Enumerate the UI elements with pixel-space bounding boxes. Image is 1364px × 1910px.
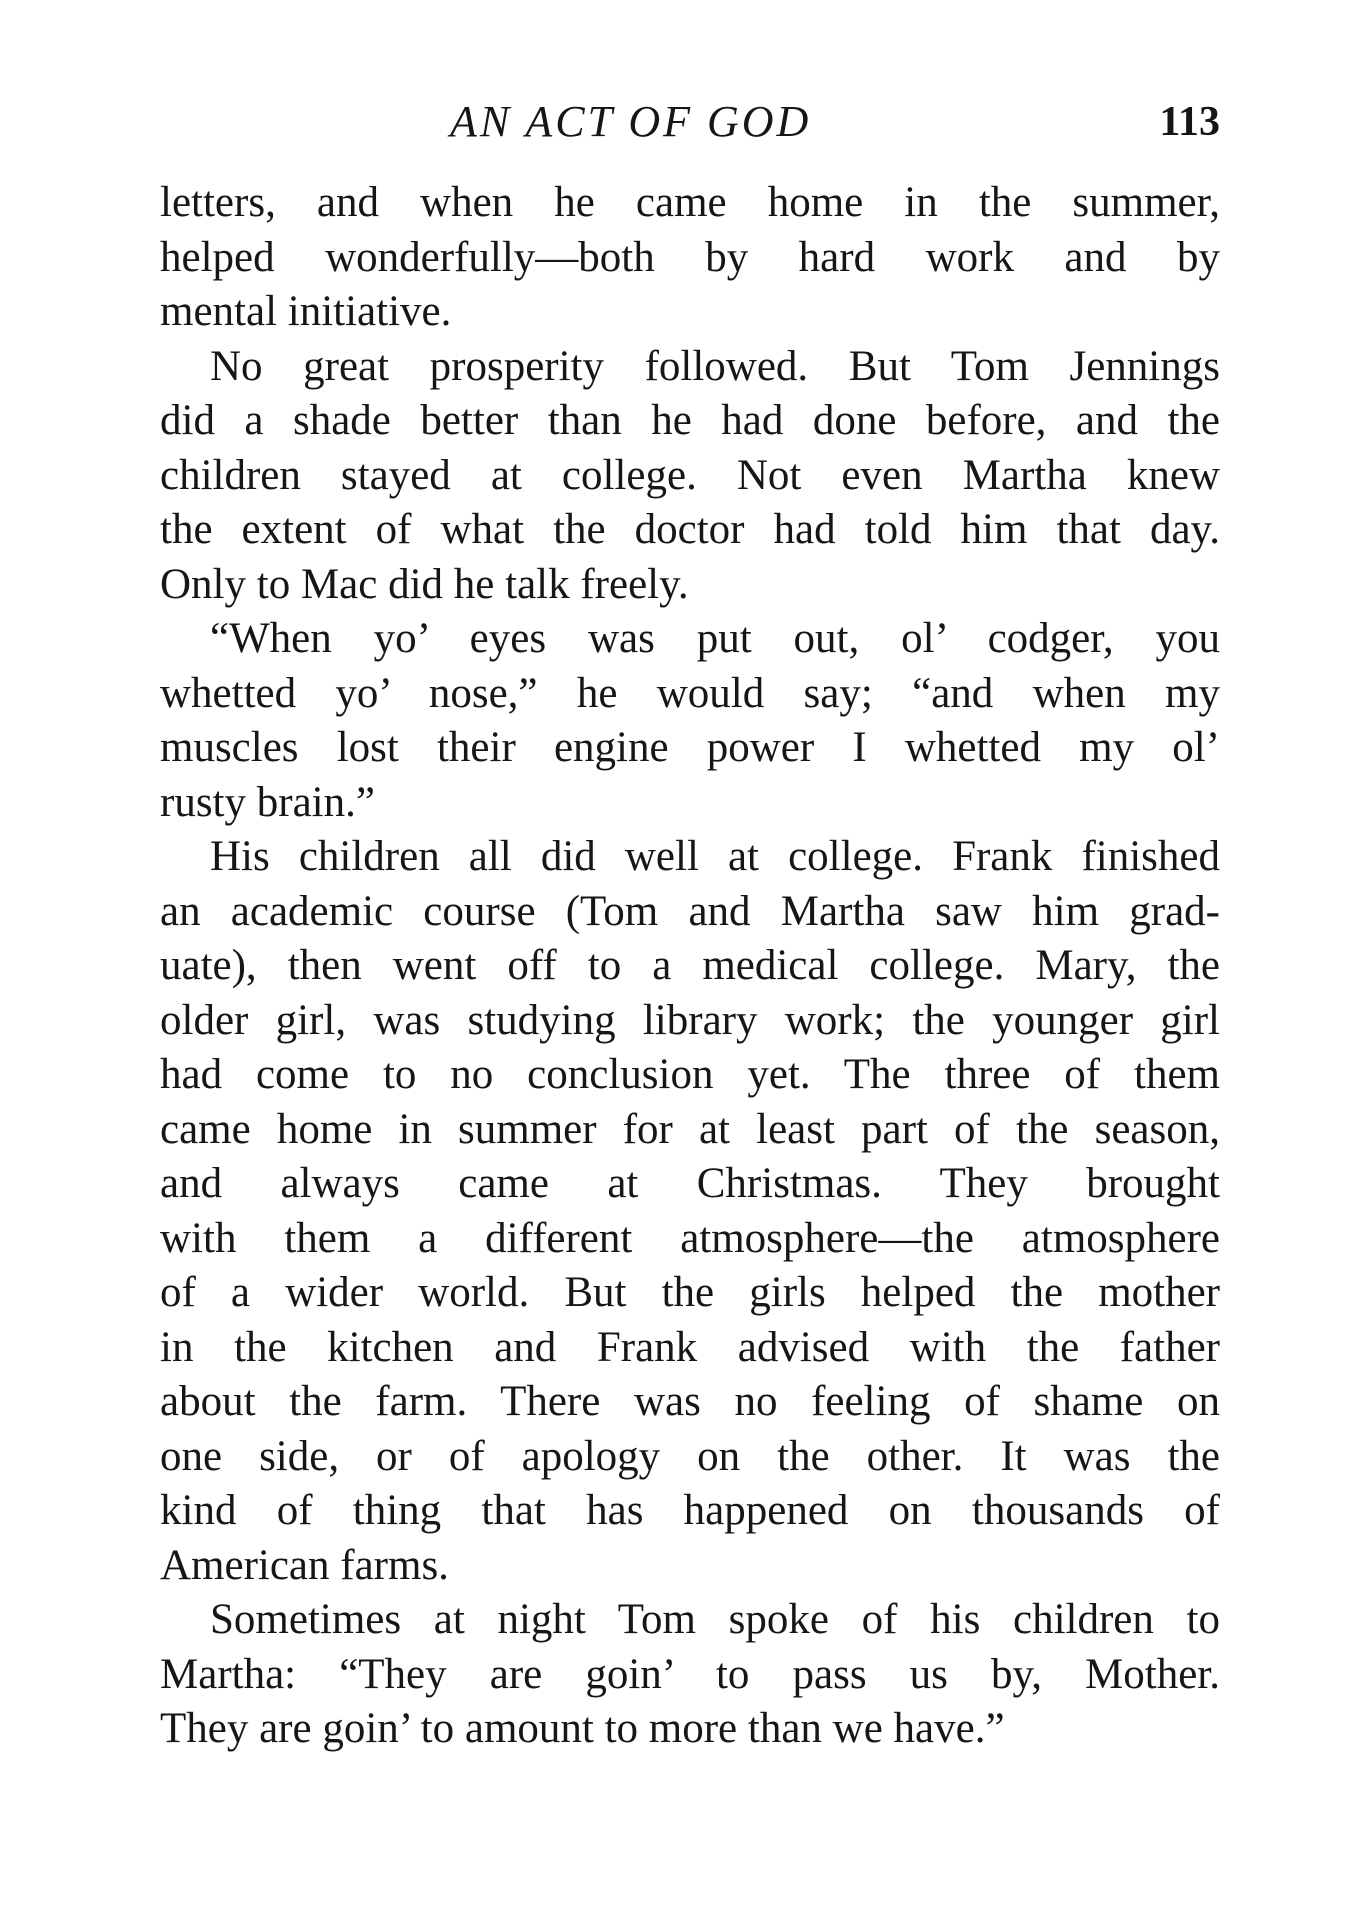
text-line: of a wider world. But the girls helped the mother <box>160 1269 1220 1316</box>
text-line: about the farm. There was no feeling of shame on <box>160 1378 1220 1425</box>
text-line: muscles lost their engine power I whetted my ol’ <box>160 724 1220 771</box>
text-line: with them a different atmosphere—the atmosphere <box>160 1214 1220 1262</box>
text-line: rusty brain.” <box>160 778 375 826</box>
text-line: letters, and when he came home in the summer, <box>160 179 1220 226</box>
text-line: and always came at Christmas. They brought <box>160 1160 1220 1207</box>
running-title: AN ACT OF GOD <box>450 97 812 146</box>
text-line: had come to no conclusion yet. The three of them <box>160 1051 1220 1098</box>
text-line: whetted yo’ nose,” he would say; “and when my <box>160 669 1220 717</box>
text-line: Sometimes at night Tom spoke of his children to <box>210 1596 1220 1643</box>
text-line: Only to Mac did he talk freely. <box>160 560 689 608</box>
text-line: children stayed at college. Not even Martha knew <box>160 451 1220 499</box>
text-line: “When yo’ eyes was put out, ol’ codger, you <box>210 615 1220 662</box>
text-line: helped wonderfully—both by hard work and by <box>160 233 1220 281</box>
running-head <box>160 92 1220 152</box>
text-line: one side, or of apology on the other. It was the <box>160 1432 1220 1480</box>
text-line: came home in summer for at least part of the season, <box>160 1105 1220 1153</box>
text-line: kind of thing that has happened on thousands of <box>160 1487 1220 1534</box>
text-line: American farms. <box>160 1541 449 1589</box>
text-line: older girl, was studying library work; the younger girl <box>160 996 1220 1044</box>
text-line: the extent of what the doctor had told him that day. <box>160 506 1220 553</box>
text-line: uate), then went off to a medical college. Mary, the <box>160 942 1220 989</box>
text-line: No great prosperity followed. But Tom Jennings <box>210 342 1220 390</box>
text-line: They are goin’ to amount to more than we have.” <box>160 1705 1005 1752</box>
page-number: 113 <box>1159 99 1220 145</box>
text-line: in the kitchen and Frank advised with the father <box>160 1323 1220 1371</box>
text-line: mental initiative. <box>160 288 452 335</box>
text-line: did a shade better than he had done before, and the <box>160 397 1220 444</box>
text-line: Martha: “They are goin’ to pass us by, Mother. <box>160 1650 1220 1698</box>
text-line: His children all did well at college. Frank finished <box>210 833 1220 880</box>
text-line: an academic course (Tom and Martha saw him grad- <box>160 887 1220 935</box>
body-text <box>160 176 1220 1757</box>
